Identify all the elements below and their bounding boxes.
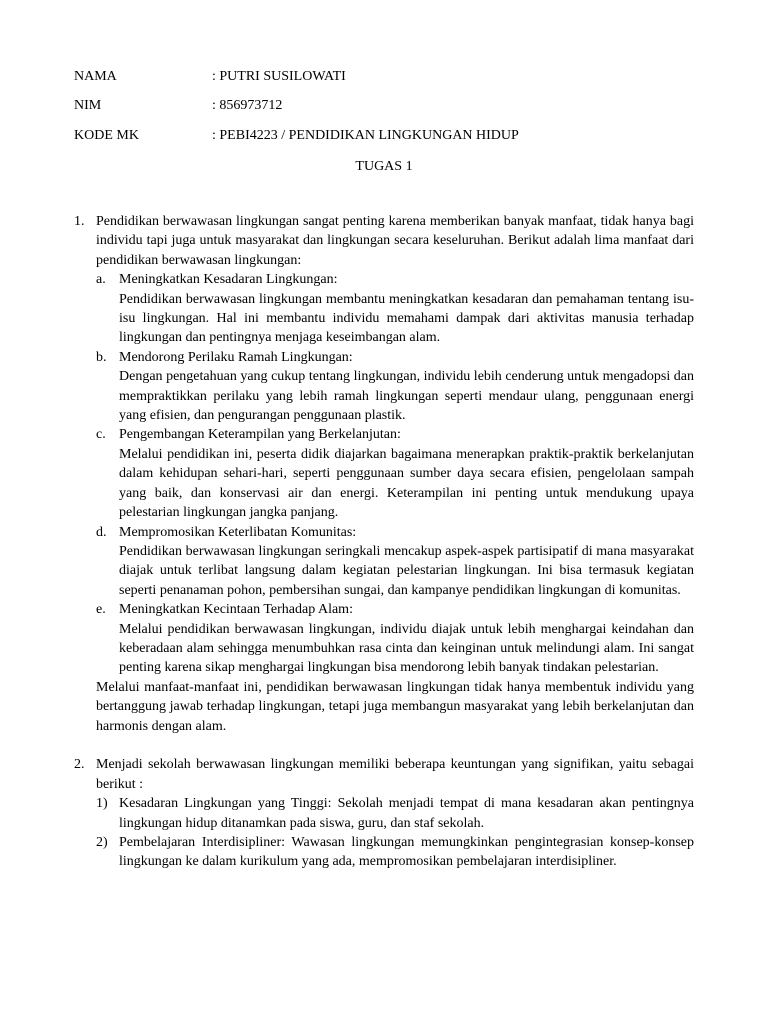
list-marker: 2) bbox=[96, 834, 108, 850]
question-1-intro: Pendidikan berwawasan lingkungan sangat penting karena memberikan banyak manfaat, tidak hanya bagi individu tapi juga untuk masyarakat dan lingkungan secara keseluruhan. Berikut adalah lima manfaat dari pendidikan berwawasan lingkungan: bbox=[96, 214, 694, 268]
benefit-item-b bbox=[96, 348, 694, 426]
benefit-title: Meningkatkan Kecintaan Terhadap Alam: bbox=[119, 602, 353, 618]
benefit-item-a bbox=[96, 270, 694, 348]
benefit-item-c bbox=[96, 425, 694, 522]
benefit-item-e bbox=[96, 600, 694, 678]
advantage-item-2 bbox=[96, 833, 694, 872]
benefit-body: Melalui pendidikan berwawasan lingkungan, individu diajak untuk lebih menghargai keindahan dan keberadaan alam sehingga menumbuhkan rasa cinta dan keinginan untuk melindungi alam. Ini sangat penting karena sikap menghargai lingkungan bisa mendorong lebih banyak tindakan pelestarian. bbox=[119, 621, 694, 676]
benefit-body: Melalui pendidikan ini, peserta didik diajarkan bagaimana menerapkan praktik-praktik berkelanjutan dalam kehidupan sehari-hari, seperti penggunaan sumber daya secara efisien, pengelolaan sampah yang baik, dan konservasi air dan energi. Keterampilan ini penting untuk mendukung upaya pelestarian lingkungan jangka panjang. bbox=[119, 446, 694, 521]
header-value: : 856973712 bbox=[212, 98, 283, 114]
header-row-nim bbox=[0, 96, 768, 125]
benefit-item-d bbox=[96, 523, 694, 601]
benefit-title: Mendorong Perilaku Ramah Lingkungan: bbox=[119, 349, 353, 365]
header-value: : PEBI4223 / PENDIDIKAN LINGKUNGAN HIDUP bbox=[212, 127, 519, 143]
header-label: NIM bbox=[74, 98, 102, 114]
question-2-intro: Menjadi sekolah berwawasan lingkungan memiliki beberapa keuntungan yang signifikan, yaitu sebagai berikut : bbox=[96, 757, 694, 792]
header-value: : PUTRI SUSILOWATI bbox=[212, 69, 346, 84]
benefit-body: Pendidikan berwawasan lingkungan seringkali mencakup aspek-aspek partisipatif di mana masyarakat diajak untuk terlibat langsung dalam kegiatan pelestarian lingkungan. Ini bisa termasuk kegiatan seperti penanaman pohon, pembersihan sungai, dan kampanye pendidikan lingkungan di komunitas. bbox=[119, 543, 694, 598]
document-body bbox=[74, 212, 694, 872]
question-number: 1. bbox=[74, 214, 85, 229]
question-1 bbox=[74, 212, 694, 736]
benefit-title: Meningkatkan Kesadaran Lingkungan: bbox=[119, 272, 338, 288]
benefit-body: Pendidikan berwawasan lingkungan membantu meningkatkan kesadaran dan pemahaman tentang isu-isu lingkungan. Hal ini membantu individu memahami dampak dari aktivitas manusia terhadap lingkungan dan pentingnya menjaga keseimbangan alam. bbox=[119, 291, 694, 346]
question-2 bbox=[74, 755, 694, 871]
advantage-item-1 bbox=[96, 794, 694, 833]
header-label: NAMA bbox=[74, 69, 117, 84]
benefit-title: Mempromosikan Keterlibatan Komunitas: bbox=[119, 524, 357, 540]
header-label: KODE MK bbox=[74, 127, 139, 143]
list-marker: b. bbox=[96, 349, 107, 365]
question-1-conclusion: Melalui manfaat-manfaat ini, pendidikan berwawasan lingkungan tidak hanya membentuk individu yang bertanggung jawab terhadap lingkungan, tetapi juga membangun masyarakat yang lebih berkelanjutan dan harmonis dengan alam. bbox=[96, 679, 694, 734]
advantage-text: Kesadaran Lingkungan yang Tinggi: Sekolah menjadi tempat di mana kesadaran akan pentingnya lingkungan hidup ditanamkan pada siswa, guru, dan staf sekolah. bbox=[119, 796, 694, 831]
document-title: TUGAS 1 bbox=[355, 159, 413, 174]
list-marker: a. bbox=[96, 272, 106, 288]
list-marker: 1) bbox=[96, 796, 108, 812]
list-marker: c. bbox=[96, 427, 106, 443]
header-row-kode-mk bbox=[0, 126, 768, 155]
header-row-nama bbox=[0, 67, 768, 96]
advantage-text: Pembelajaran Interdisipliner: Wawasan lingkungan memungkinkan pengintegrasian konsep-konsep lingkungan ke dalam kurikulum yang ada, mempromosikan pembelajaran interdisipliner. bbox=[119, 834, 694, 870]
paragraph-gap bbox=[74, 736, 694, 755]
benefit-body: Dengan pengetahuan yang cukup tentang lingkungan, individu lebih cenderung untuk mengadopsi dan mempraktikkan perilaku yang lebih ramah lingkungan seperti mendaur ulang, penggunaan energi yang efisien, dan pengurangan penggunaan plastik. bbox=[119, 369, 694, 424]
benefit-title: Pengembangan Keterampilan yang Berkelanjutan: bbox=[119, 427, 401, 443]
list-marker: e. bbox=[96, 602, 106, 618]
question-number: 2. bbox=[74, 757, 85, 773]
list-marker: d. bbox=[96, 524, 107, 540]
